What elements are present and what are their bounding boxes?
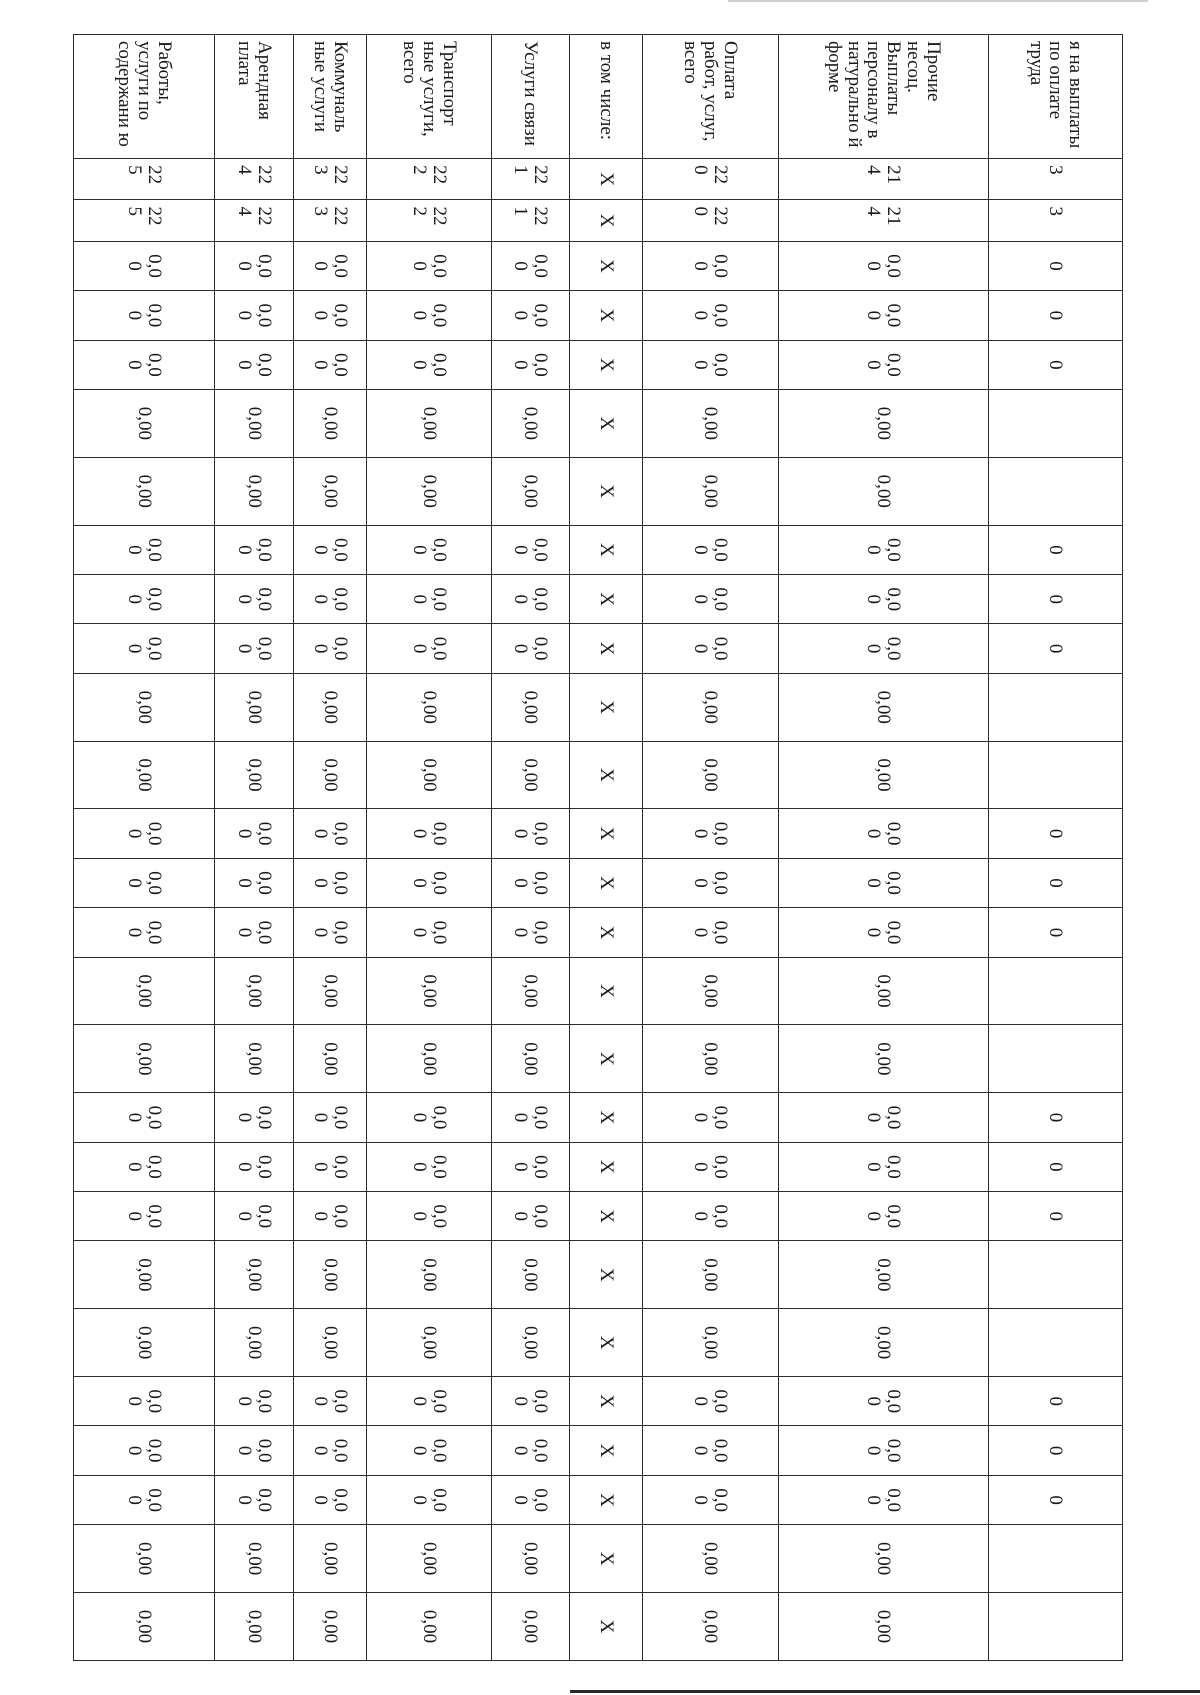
- table-cell: 0,00: [642, 457, 778, 525]
- table-cell: X: [570, 457, 643, 525]
- table-cell: 0,00: [74, 457, 215, 525]
- table-cell: 0,0 0: [642, 340, 778, 389]
- table-cell: 0,00: [293, 390, 367, 458]
- table-cell: 0,00: [74, 957, 215, 1025]
- table-cell: 22 4: [215, 159, 293, 200]
- table-cell: 0,00: [491, 1025, 569, 1093]
- table-cell: 0,0 0: [293, 624, 367, 673]
- table-cell: 0,0 0: [367, 1192, 492, 1241]
- table-cell: [988, 390, 1122, 458]
- table-cell: 0,00: [74, 1525, 215, 1593]
- table-cell: 0,00: [74, 741, 215, 809]
- row-label: я на выплаты по оплате труда: [988, 35, 1122, 159]
- table-cell: [988, 1525, 1122, 1593]
- table-cell: 0,00: [491, 1525, 569, 1593]
- table-cell: X: [570, 340, 643, 389]
- table-cell: 22 4: [215, 200, 293, 241]
- table-cell: 0,0 0: [74, 340, 215, 389]
- table-cell: 0,0 0: [491, 908, 569, 957]
- table-cell: 22 0: [642, 200, 778, 241]
- table-cell: [988, 1593, 1122, 1661]
- table-cell: 0: [988, 624, 1122, 673]
- table-cell: 0,0 0: [367, 241, 492, 290]
- table-cell: 0,00: [367, 1593, 492, 1661]
- table-cell: 0: [988, 241, 1122, 290]
- table-cell: 0,0 0: [367, 1426, 492, 1475]
- table-cell: 21 4: [778, 159, 988, 200]
- table-cell: 0,0 0: [74, 575, 215, 624]
- table-cell: 0,00: [491, 1309, 569, 1377]
- table-cell: 22 3: [293, 159, 367, 200]
- table-cell: 0,00: [293, 1241, 367, 1309]
- table-row: [778, 35, 988, 1661]
- table-cell: X: [570, 908, 643, 957]
- table-cell: 0,00: [74, 673, 215, 741]
- table-cell: 0,0 0: [642, 809, 778, 858]
- table-cell: 0,0 0: [778, 241, 988, 290]
- table-cell: 0,00: [293, 741, 367, 809]
- table-cell: [988, 1241, 1122, 1309]
- table-cell: 0,0 0: [642, 525, 778, 574]
- table-cell: 0,0 0: [215, 1142, 293, 1191]
- table-cell: 0,00: [491, 457, 569, 525]
- table-cell: 0,0 0: [778, 809, 988, 858]
- table-cell: 0,00: [293, 957, 367, 1025]
- table-cell: X: [570, 1192, 643, 1241]
- table-cell: 0,0 0: [215, 241, 293, 290]
- table-cell: 0,0 0: [491, 858, 569, 907]
- table-cell: 22 1: [491, 159, 569, 200]
- table-cell: 0,0 0: [215, 1377, 293, 1426]
- table-cell: 0,00: [74, 390, 215, 458]
- table-cell: 0,0 0: [74, 291, 215, 340]
- table-cell: 0,0 0: [367, 1377, 492, 1426]
- table-cell: 0,00: [74, 1025, 215, 1093]
- row-label: Коммуналь ные услуги: [293, 35, 367, 159]
- table-cell: 0,0 0: [642, 291, 778, 340]
- table-cell: 0,00: [215, 1025, 293, 1093]
- table-cell: 0,0 0: [215, 291, 293, 340]
- table-cell: 0,0 0: [215, 1426, 293, 1475]
- table-cell: [988, 457, 1122, 525]
- table-row: [570, 35, 643, 1661]
- table-cell: 22 1: [491, 200, 569, 241]
- table-cell: 0,0 0: [778, 1426, 988, 1475]
- table-cell: X: [570, 291, 643, 340]
- table-cell: 0,0 0: [491, 291, 569, 340]
- table-cell: 0,00: [778, 957, 988, 1025]
- table-cell: 0,0 0: [778, 858, 988, 907]
- table-cell: 0,0 0: [778, 291, 988, 340]
- table-cell: 0,00: [491, 957, 569, 1025]
- table-cell: 0,0 0: [215, 1475, 293, 1524]
- table-cell: 22 2: [367, 159, 492, 200]
- table-cell: 0: [988, 908, 1122, 957]
- table-cell: 0,0 0: [293, 525, 367, 574]
- table-row: [367, 35, 492, 1661]
- table-cell: 0,0 0: [367, 340, 492, 389]
- table-cell: X: [570, 241, 643, 290]
- table-cell: 0,0 0: [367, 291, 492, 340]
- table-row: [491, 35, 569, 1661]
- table-row: [215, 35, 293, 1661]
- table-cell: 0,0 0: [293, 575, 367, 624]
- table-cell: 0,00: [215, 1593, 293, 1661]
- table-cell: 0,0 0: [215, 858, 293, 907]
- table-cell: [988, 957, 1122, 1025]
- table-cell: X: [570, 525, 643, 574]
- table-cell: 0,0 0: [778, 525, 988, 574]
- row-label: Транспорт ные услуги, всего: [367, 35, 492, 159]
- table-cell: 0,0 0: [367, 525, 492, 574]
- table-cell: 0,0 0: [74, 1475, 215, 1524]
- table-cell: 0,00: [778, 390, 988, 458]
- table-cell: 0,00: [215, 1309, 293, 1377]
- table-cell: X: [570, 1377, 643, 1426]
- table-cell: 0,0 0: [215, 340, 293, 389]
- table-cell: 0,0 0: [293, 908, 367, 957]
- table-cell: 0: [988, 1192, 1122, 1241]
- table-cell: 0,00: [642, 1525, 778, 1593]
- table-cell: X: [570, 1593, 643, 1661]
- table-cell: 0,00: [215, 1241, 293, 1309]
- table-cell: 0,00: [367, 1025, 492, 1093]
- row-label: Прочие несоц. Выплаты персоналу в натурально й форме: [778, 35, 988, 159]
- table-cell: 0,0 0: [74, 1377, 215, 1426]
- report-table: [73, 34, 1123, 1661]
- table-cell: 0: [988, 575, 1122, 624]
- table-cell: 0,00: [642, 1593, 778, 1661]
- table-cell: [988, 1025, 1122, 1093]
- table-cell: 0,0 0: [491, 340, 569, 389]
- table-cell: 0,0 0: [367, 575, 492, 624]
- table-cell: 0,0 0: [215, 575, 293, 624]
- table-cell: 0,00: [778, 457, 988, 525]
- table-cell: 0,00: [778, 1593, 988, 1661]
- table-cell: 0,0 0: [491, 809, 569, 858]
- table-cell: 0,00: [367, 1241, 492, 1309]
- table-cell: 0,0 0: [293, 809, 367, 858]
- table-cell: 3: [988, 200, 1122, 241]
- table-cell: 0,0 0: [778, 340, 988, 389]
- table-cell: 0,0 0: [642, 858, 778, 907]
- table-cell: 0,00: [293, 1525, 367, 1593]
- table-cell: 0,0 0: [491, 1426, 569, 1475]
- table-cell: 0,0 0: [642, 1377, 778, 1426]
- table-cell: 0,00: [778, 1025, 988, 1093]
- table-row: [988, 35, 1122, 1661]
- table-cell: 0,0 0: [74, 809, 215, 858]
- table-cell: 0,0 0: [293, 1426, 367, 1475]
- table-cell: 0,0 0: [367, 809, 492, 858]
- table-cell: 0,0 0: [491, 1377, 569, 1426]
- table-cell: X: [570, 1142, 643, 1191]
- table-cell: 0,0 0: [293, 340, 367, 389]
- row-label: в том числе:: [570, 35, 643, 159]
- table-cell: 0,0 0: [778, 1192, 988, 1241]
- table-cell: 0: [988, 1475, 1122, 1524]
- table-cell: 0,0 0: [215, 809, 293, 858]
- table-cell: 0,00: [293, 1309, 367, 1377]
- table-cell: [988, 741, 1122, 809]
- table-cell: 0,0 0: [74, 1093, 215, 1142]
- table-cell: X: [570, 858, 643, 907]
- table-cell: 0,00: [367, 957, 492, 1025]
- table-cell: 0,00: [293, 673, 367, 741]
- table-cell: 0,00: [642, 390, 778, 458]
- table-cell: 0,00: [215, 457, 293, 525]
- table-cell: X: [570, 1426, 643, 1475]
- table-cell: 0,00: [367, 673, 492, 741]
- table-cell: 0,00: [367, 1309, 492, 1377]
- row-label: Арендная плата: [215, 35, 293, 159]
- table-cell: 0,0 0: [778, 1093, 988, 1142]
- table-cell: 0,0 0: [642, 1093, 778, 1142]
- table-cell: 3: [988, 159, 1122, 200]
- table-cell: 0,00: [293, 1025, 367, 1093]
- table-cell: X: [570, 1241, 643, 1309]
- table-cell: 0,0 0: [642, 1192, 778, 1241]
- table-cell: 0,00: [778, 1241, 988, 1309]
- table-cell: 0: [988, 1093, 1122, 1142]
- table-cell: 0,0 0: [367, 858, 492, 907]
- table-cell: 0,0 0: [215, 1093, 293, 1142]
- table-cell: 0,0 0: [367, 908, 492, 957]
- table-cell: 0,0 0: [778, 1377, 988, 1426]
- table-cell: [988, 673, 1122, 741]
- table-cell: X: [570, 741, 643, 809]
- table-cell: 0,0 0: [367, 1475, 492, 1524]
- row-label: Услуги связи: [491, 35, 569, 159]
- table-cell: 0: [988, 858, 1122, 907]
- table-cell: 0,0 0: [491, 624, 569, 673]
- table-cell: 0,00: [74, 1309, 215, 1377]
- table-cell: 0,00: [215, 957, 293, 1025]
- table-cell: 0,00: [642, 1241, 778, 1309]
- table-cell: X: [570, 624, 643, 673]
- row-label: Оплата работ, услуг, всего: [642, 35, 778, 159]
- table-cell: 0: [988, 1377, 1122, 1426]
- table-cell: 0,0 0: [491, 1192, 569, 1241]
- table-cell: X: [570, 159, 643, 200]
- table-cell: 0,00: [215, 1525, 293, 1593]
- table-cell: 0,0 0: [778, 575, 988, 624]
- table-cell: 0,00: [491, 1241, 569, 1309]
- table-cell: 0,0 0: [293, 858, 367, 907]
- table-cell: 0,0 0: [74, 624, 215, 673]
- table-cell: 0,0 0: [491, 1142, 569, 1191]
- table-cell: 0,0 0: [293, 1142, 367, 1191]
- table-cell: 0,0 0: [74, 525, 215, 574]
- table-cell: 0,00: [642, 673, 778, 741]
- table-cell: 0,00: [778, 673, 988, 741]
- table-cell: 0,0 0: [642, 1142, 778, 1191]
- table-row: [74, 35, 215, 1661]
- table-cell: 0,0 0: [293, 241, 367, 290]
- table-cell: 0,00: [293, 457, 367, 525]
- table-cell: 0,0 0: [74, 1142, 215, 1191]
- table-cell: X: [570, 1025, 643, 1093]
- table-cell: 0,0 0: [642, 241, 778, 290]
- table-cell: 0,00: [367, 457, 492, 525]
- table-cell: 22 5: [74, 159, 215, 200]
- table-cell: 0,00: [215, 390, 293, 458]
- table-cell: X: [570, 1525, 643, 1593]
- table-cell: 0,0 0: [215, 624, 293, 673]
- table-cell: 0,0 0: [74, 1192, 215, 1241]
- table-cell: 0,00: [215, 673, 293, 741]
- table-cell: 0,0 0: [215, 1192, 293, 1241]
- table-row: [293, 35, 367, 1661]
- table-cell: 21 4: [778, 200, 988, 241]
- table-cell: 0,00: [642, 741, 778, 809]
- table-cell: 0,00: [491, 390, 569, 458]
- table-cell: X: [570, 1309, 643, 1377]
- table-cell: 0,0 0: [293, 1093, 367, 1142]
- table-cell: 0,0 0: [491, 1093, 569, 1142]
- table-cell: 0,00: [293, 1593, 367, 1661]
- table-cell: 0,0 0: [778, 1142, 988, 1191]
- table-cell: 0,0 0: [642, 1475, 778, 1524]
- table-cell: 0,0 0: [491, 1475, 569, 1524]
- table-cell: X: [570, 390, 643, 458]
- table-cell: X: [570, 957, 643, 1025]
- table-cell: 0,00: [778, 741, 988, 809]
- table-cell: X: [570, 200, 643, 241]
- table-cell: 0,0 0: [367, 1142, 492, 1191]
- table-cell: 0,00: [74, 1241, 215, 1309]
- table-cell: 0,00: [215, 741, 293, 809]
- table-cell: 0,0 0: [491, 575, 569, 624]
- table-cell: X: [570, 575, 643, 624]
- page-edge-line-bottom: [570, 1690, 1200, 1693]
- table-cell: 0,00: [642, 1309, 778, 1377]
- row-label: Работы, услуги по содержани ю: [74, 35, 215, 159]
- table-cell: 22 5: [74, 200, 215, 241]
- table-cell: X: [570, 1093, 643, 1142]
- table-cell: 0,0 0: [74, 1426, 215, 1475]
- table-cell: 0,00: [642, 1025, 778, 1093]
- table-cell: 0,00: [491, 673, 569, 741]
- table-cell: 0: [988, 809, 1122, 858]
- table-cell: X: [570, 673, 643, 741]
- table-cell: X: [570, 809, 643, 858]
- report-table-body: [74, 35, 1123, 1661]
- table-cell: 0,00: [491, 741, 569, 809]
- table-cell: 0,0 0: [642, 575, 778, 624]
- table-cell: X: [570, 1475, 643, 1524]
- table-row: [642, 35, 778, 1661]
- table-cell: 0,0 0: [491, 525, 569, 574]
- rotated-table-area: [73, 34, 1123, 1661]
- table-cell: [988, 1309, 1122, 1377]
- table-cell: 0,00: [778, 1309, 988, 1377]
- table-cell: 0,00: [491, 1593, 569, 1661]
- page-edge-line-top: [728, 0, 1148, 2]
- table-cell: 0: [988, 1426, 1122, 1475]
- table-cell: 0,0 0: [491, 241, 569, 290]
- table-cell: 0,00: [367, 390, 492, 458]
- table-cell: 0,0 0: [293, 1475, 367, 1524]
- table-cell: 0,00: [642, 957, 778, 1025]
- table-cell: 0,0 0: [293, 1377, 367, 1426]
- table-cell: 0: [988, 291, 1122, 340]
- table-cell: 0,00: [778, 1525, 988, 1593]
- table-cell: 0,00: [74, 1593, 215, 1661]
- table-cell: 0,0 0: [367, 1093, 492, 1142]
- table-cell: 0,0 0: [642, 624, 778, 673]
- table-cell: 0,0 0: [778, 1475, 988, 1524]
- table-cell: 0,00: [367, 741, 492, 809]
- table-cell: 0,0 0: [642, 1426, 778, 1475]
- table-cell: 0: [988, 1142, 1122, 1191]
- table-cell: 0,0 0: [642, 908, 778, 957]
- table-cell: 22 2: [367, 200, 492, 241]
- table-cell: 0,0 0: [367, 624, 492, 673]
- table-cell: 0,0 0: [215, 908, 293, 957]
- table-cell: 0,0 0: [778, 624, 988, 673]
- table-cell: 22 0: [642, 159, 778, 200]
- table-cell: 0,00: [367, 1525, 492, 1593]
- table-cell: 0,0 0: [74, 908, 215, 957]
- table-cell: 0: [988, 525, 1122, 574]
- table-cell: 0,0 0: [778, 908, 988, 957]
- table-cell: 0,0 0: [74, 241, 215, 290]
- table-cell: 0,0 0: [293, 1192, 367, 1241]
- table-cell: 0: [988, 340, 1122, 389]
- table-cell: 0,0 0: [215, 525, 293, 574]
- table-cell: 22 3: [293, 200, 367, 241]
- table-cell: 0,0 0: [74, 858, 215, 907]
- table-cell: 0,0 0: [293, 291, 367, 340]
